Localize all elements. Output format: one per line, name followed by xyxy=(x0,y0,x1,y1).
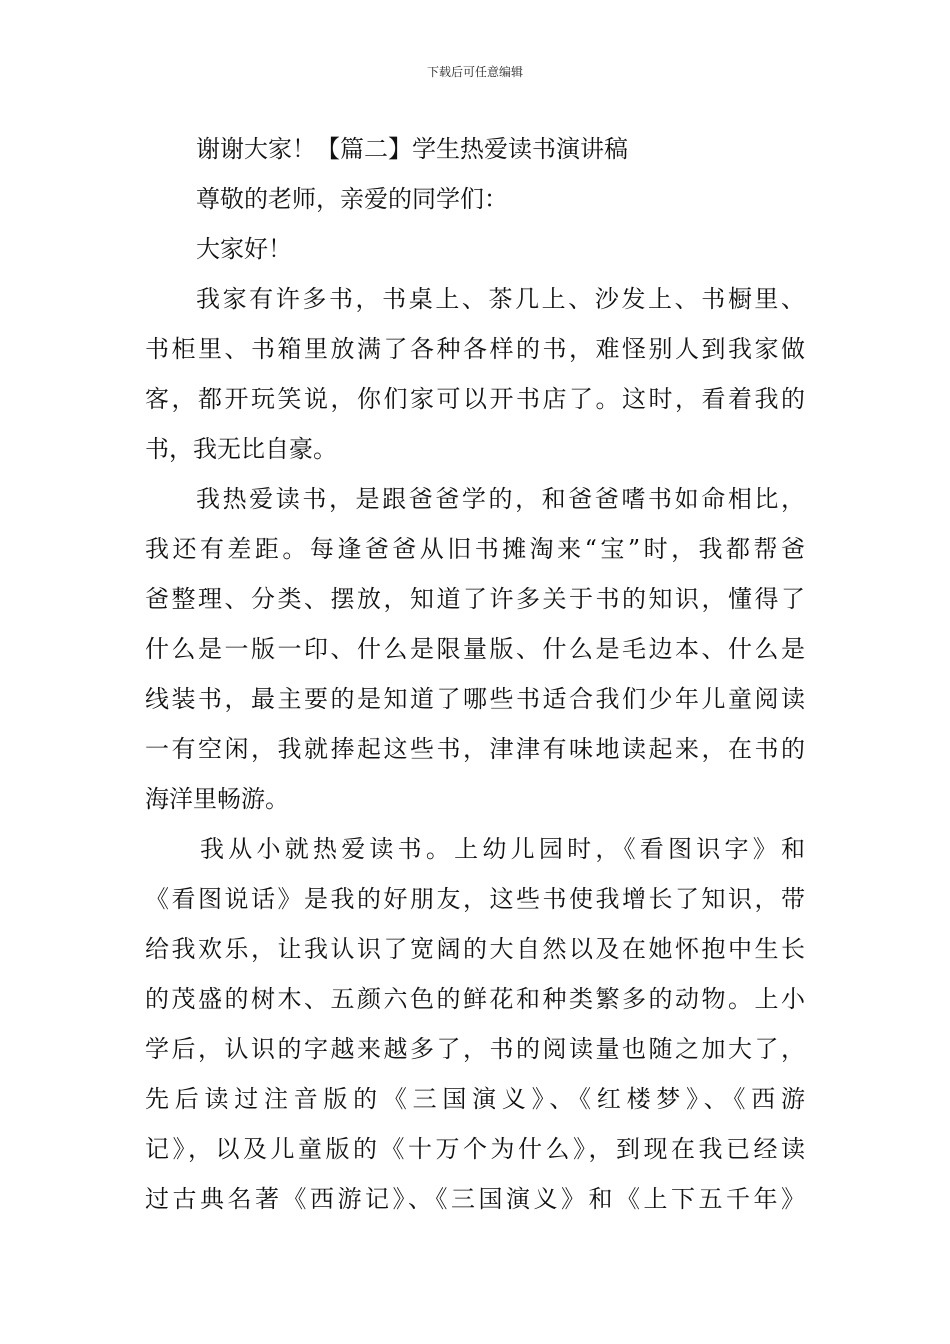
text-line: 尊敬的老师，亲爱的同学们： xyxy=(196,185,508,213)
text-line: 先后读过注音版的《三国演义》、《红楼梦》、《西游 xyxy=(145,1085,805,1113)
text-line: 海洋里畅游。 xyxy=(145,785,289,813)
text-line: 谢谢大家！【篇二】学生热爱读书演讲稿 xyxy=(196,135,628,163)
text-line: 我家有许多书，书桌上、茶几上、沙发上、书橱里、 xyxy=(196,285,805,313)
text-line: 过古典名著《西游记》、《三国演义》和《上下五千年》 xyxy=(145,1185,805,1213)
text-line: 一有空闲，我就捧起这些书，津津有味地读起来，在书的 xyxy=(145,735,805,763)
text-line: 线装书，最主要的是知道了哪些书适合我们少年儿童阅读 xyxy=(145,685,805,713)
text-line: 客，都开玩笑说，你们家可以开书店了。这时，看着我的 xyxy=(145,385,805,413)
text-line: 记》，以及儿童版的《十万个为什么》，到现在我已经读 xyxy=(145,1135,805,1163)
text-line: 什么是一版一印、什么是限量版、什么是毛边本、什么是 xyxy=(145,635,805,663)
text-line: 的茂盛的树木、五颜六色的鲜花和种类繁多的动物。上小 xyxy=(145,985,805,1013)
text-line: 书柜里、书箱里放满了各种各样的书，难怪别人到我家做 xyxy=(145,335,805,363)
text-line: 爸整理、分类、摆放，知道了许多关于书的知识，懂得了 xyxy=(145,585,805,613)
text-line: 大家好！ xyxy=(196,235,292,263)
text-line: 学后，认识的字越来越多了，书的阅读量也随之加大了， xyxy=(145,1035,805,1063)
text-line: 我从小就热爱读书。上幼儿园时，《看图识字》和 xyxy=(200,835,805,863)
text-line: 书，我无比自豪。 xyxy=(145,435,337,463)
text-line: 我还有差距。每逢爸爸从旧书摊淘来“宝”时，我都帮爸 xyxy=(145,535,805,563)
page-header-note: 下载后可任意编辑 xyxy=(426,65,523,79)
text-line: 给我欢乐，让我认识了宽阔的大自然以及在她怀抱中生长 xyxy=(145,935,805,963)
document-body xyxy=(145,124,805,1224)
text-line: 《看图说话》是我的好朋友，这些书使我增长了知识，带 xyxy=(145,885,805,913)
text-line: 我热爱读书，是跟爸爸学的，和爸爸嗜书如命相比， xyxy=(196,485,805,513)
